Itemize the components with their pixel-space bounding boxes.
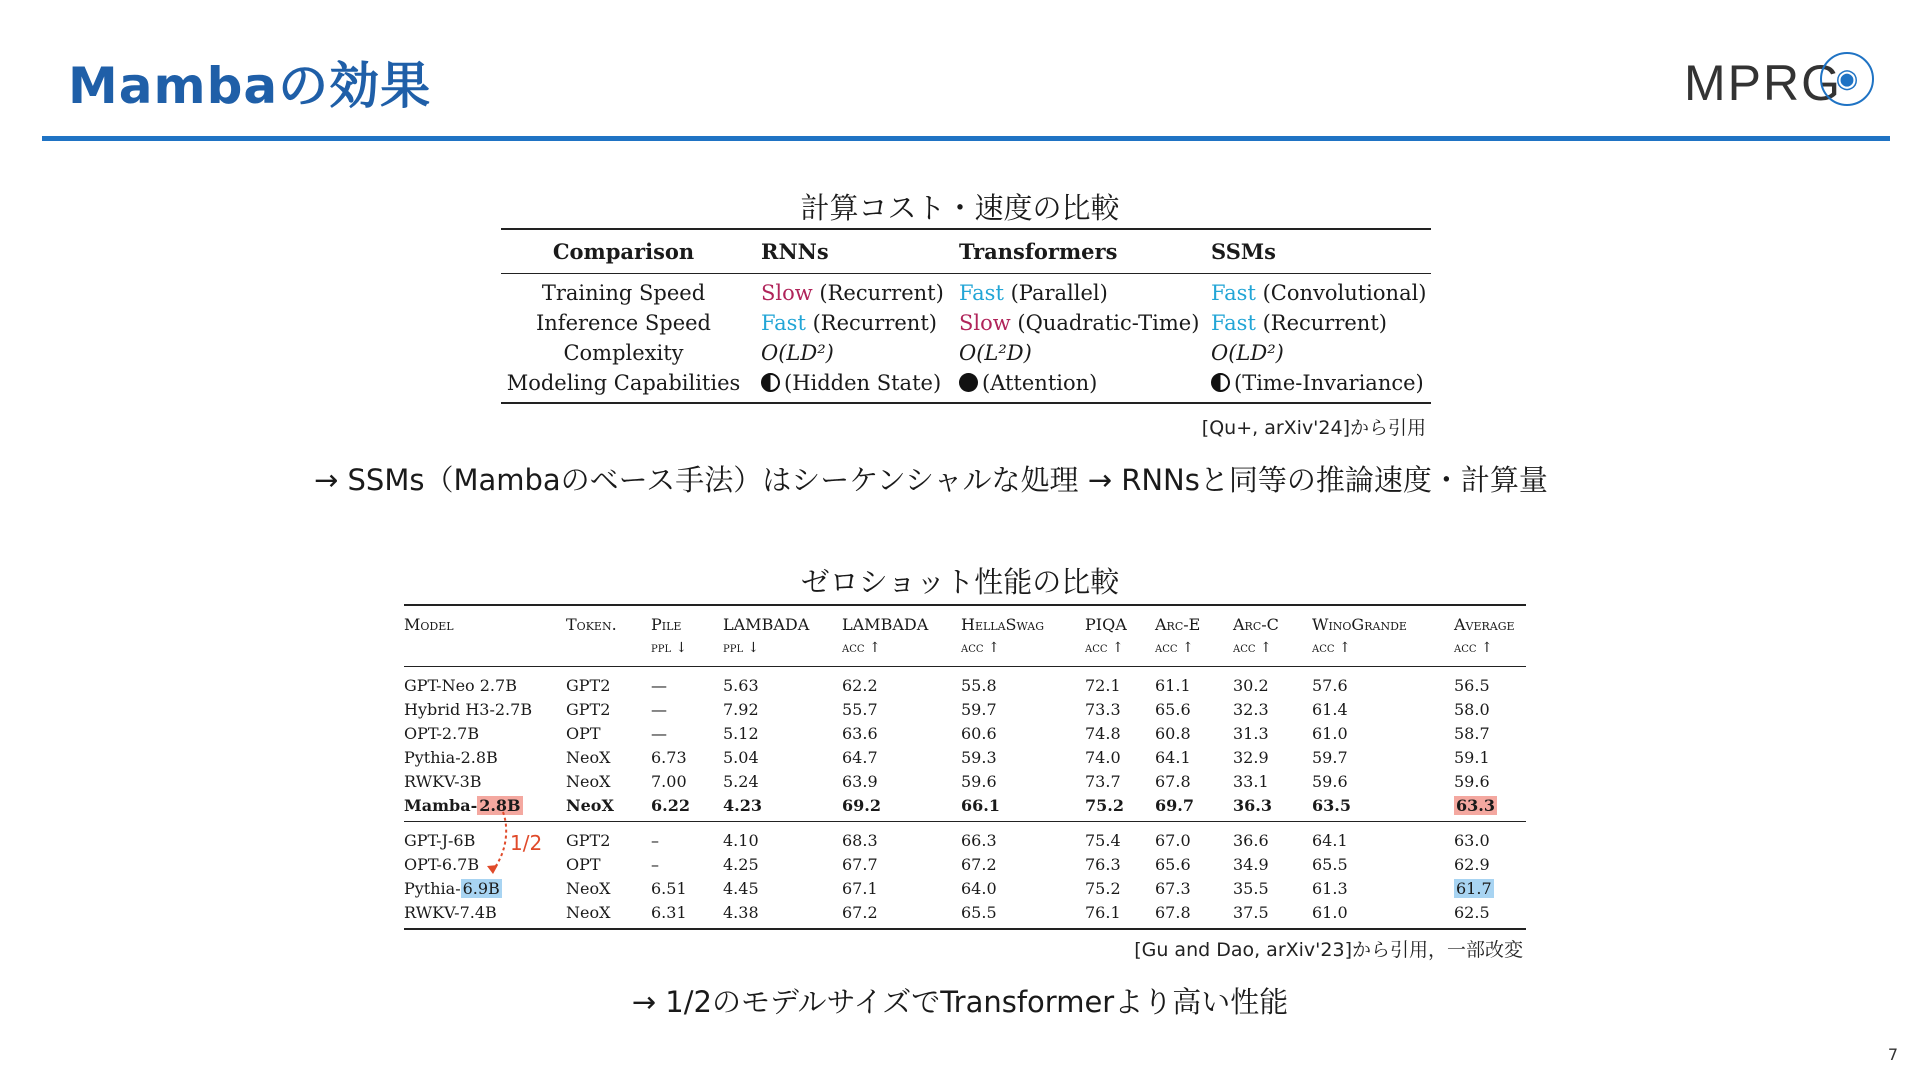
table-cell: 31.3 bbox=[1233, 723, 1269, 743]
cell bbox=[1211, 281, 1431, 305]
table-cell: 67.3 bbox=[1155, 878, 1191, 898]
header-cell: Pile bbox=[651, 614, 682, 634]
fast-word: Fast bbox=[761, 311, 806, 335]
table-cell: 36.6 bbox=[1233, 830, 1269, 850]
table-cell: 65.6 bbox=[1155, 699, 1191, 719]
cell-text: (Recurrent) bbox=[805, 311, 937, 335]
table-cell: 67.1 bbox=[842, 878, 878, 898]
table-cell: 73.7 bbox=[1085, 771, 1121, 791]
model-name: GPT-J-6B bbox=[404, 830, 476, 850]
fast-word: Fast bbox=[959, 281, 1004, 305]
cell-text: (Parallel) bbox=[1003, 281, 1108, 305]
cell-text: (Convolutional) bbox=[1255, 281, 1427, 305]
page-number: 7 bbox=[1887, 1045, 1898, 1064]
table-cell: 67.8 bbox=[1155, 902, 1191, 922]
table-cell: 6.22 bbox=[651, 795, 690, 815]
header-comparison: Comparison bbox=[552, 239, 695, 264]
header-sub-cell: acc ↑ bbox=[1085, 640, 1124, 656]
table-cell: 56.5 bbox=[1454, 675, 1490, 695]
table-cell: — bbox=[651, 675, 667, 695]
table-cell: NeoX bbox=[566, 747, 611, 767]
fast-word: Fast bbox=[1211, 281, 1256, 305]
table-cell: 4.38 bbox=[723, 902, 759, 922]
table-cell: 59.6 bbox=[1312, 771, 1348, 791]
header-cell: HellaSwag bbox=[961, 614, 1044, 634]
fast-word: Fast bbox=[1211, 311, 1256, 335]
table-cell: 64.1 bbox=[1155, 747, 1191, 767]
cell bbox=[746, 311, 959, 335]
model-name: OPT-6.7B bbox=[404, 854, 480, 874]
table-cell: NeoX bbox=[566, 902, 611, 922]
table-cell: 74.0 bbox=[1085, 747, 1121, 767]
table-group-small bbox=[404, 667, 1526, 821]
table-row bbox=[404, 697, 1526, 721]
table-cell: 5.24 bbox=[723, 771, 759, 791]
table-cell: 59.3 bbox=[961, 747, 997, 767]
table-cell: OPT bbox=[566, 723, 601, 743]
table-row bbox=[501, 308, 1431, 338]
table-cell: 5.04 bbox=[723, 747, 759, 767]
table-cell: 61.0 bbox=[1312, 902, 1348, 922]
table-cell: 67.8 bbox=[1155, 771, 1191, 791]
table-cell: – bbox=[651, 830, 659, 850]
table-cell: 4.25 bbox=[723, 854, 759, 874]
cell-text: (Hidden State) bbox=[784, 371, 942, 395]
table-cell: 30.2 bbox=[1233, 675, 1269, 695]
table-cell: NeoX bbox=[566, 878, 611, 898]
cell-text: (Time-Invariance) bbox=[1234, 371, 1424, 395]
table-cell: – bbox=[651, 854, 659, 874]
table-cell: 37.5 bbox=[1233, 902, 1269, 922]
table-cell: 55.7 bbox=[842, 699, 878, 719]
table-cell: 6.51 bbox=[651, 878, 687, 898]
half-size-label: 1/2 bbox=[510, 831, 543, 855]
table-row bbox=[404, 852, 1526, 876]
cell: O(LD²) bbox=[761, 341, 834, 365]
half-circle-icon bbox=[761, 373, 780, 392]
table-cell: 65.6 bbox=[1155, 854, 1191, 874]
table-cell: 63.0 bbox=[1454, 830, 1490, 850]
table-row bbox=[501, 368, 1431, 398]
cell: O(L²D) bbox=[959, 341, 1032, 365]
table-group-large bbox=[404, 821, 1526, 928]
cell bbox=[959, 371, 1211, 395]
cell-text: (Quadratic-Time) bbox=[1010, 311, 1200, 335]
header-cell: LAMBADA bbox=[723, 614, 810, 634]
cell bbox=[1211, 311, 1431, 335]
comparison-table bbox=[501, 228, 1431, 404]
cell-text: (Attention) bbox=[982, 371, 1098, 395]
row-label: Complexity bbox=[563, 341, 684, 365]
table-cell: GPT2 bbox=[566, 675, 611, 695]
table-cell: 67.2 bbox=[961, 854, 997, 874]
table-cell: 65.5 bbox=[961, 902, 997, 922]
mprg-logo bbox=[1684, 50, 1880, 110]
header-sub-cell: acc ↑ bbox=[1312, 640, 1351, 656]
average-cell bbox=[1454, 796, 1526, 815]
table-cell: 32.3 bbox=[1233, 699, 1269, 719]
model-size-highlight: 2.8B bbox=[479, 795, 521, 815]
table-cell: 62.2 bbox=[842, 675, 878, 695]
zero-shot-table bbox=[404, 604, 1526, 930]
table-cell: 75.4 bbox=[1085, 830, 1121, 850]
table-cell: 60.6 bbox=[961, 723, 997, 743]
header-sub-cell: acc ↑ bbox=[1155, 640, 1194, 656]
model-prefix: Mamba- bbox=[404, 795, 478, 815]
row-label: Inference Speed bbox=[535, 311, 711, 335]
table-cell: 72.1 bbox=[1085, 675, 1121, 695]
table-cell: 69.7 bbox=[1155, 795, 1194, 815]
table-cell: 34.9 bbox=[1233, 854, 1269, 874]
table-row bbox=[404, 721, 1526, 745]
table-cell: 6.31 bbox=[651, 902, 687, 922]
table-cell: 55.8 bbox=[961, 675, 997, 695]
table-cell: 4.23 bbox=[723, 795, 762, 815]
table-cell: 67.0 bbox=[1155, 830, 1191, 850]
cell bbox=[959, 281, 1211, 305]
table-cell: 35.5 bbox=[1233, 878, 1269, 898]
citation-2: [Gu and Dao, arXiv'23]から引用，一部改変 bbox=[1134, 939, 1523, 961]
table-cell: 64.1 bbox=[1312, 830, 1348, 850]
table-cell: NeoX bbox=[566, 771, 611, 791]
table-cell: 60.8 bbox=[1155, 723, 1191, 743]
table-cell: 7.92 bbox=[723, 699, 759, 719]
header-cell: PIQA bbox=[1085, 614, 1127, 634]
table-cell: 61.3 bbox=[1312, 878, 1348, 898]
table-cell: 65.5 bbox=[1312, 854, 1348, 874]
table-cell: 4.45 bbox=[723, 878, 759, 898]
table-row bbox=[404, 828, 1526, 852]
table-cell: 62.5 bbox=[1454, 902, 1490, 922]
cell bbox=[746, 281, 959, 305]
model-name bbox=[404, 879, 566, 898]
header-cell: Model bbox=[404, 614, 454, 634]
table-cell: 73.3 bbox=[1085, 699, 1121, 719]
table-cell: 32.9 bbox=[1233, 747, 1269, 767]
cell bbox=[746, 371, 959, 395]
table-row bbox=[501, 278, 1431, 308]
row-label: Training Speed bbox=[541, 281, 706, 305]
table-cell: 76.3 bbox=[1085, 854, 1121, 874]
table-cell: 68.3 bbox=[842, 830, 878, 850]
table-cell: — bbox=[651, 699, 667, 719]
table-cell: 63.5 bbox=[1312, 795, 1351, 815]
header-rnns: RNNs bbox=[761, 239, 829, 264]
model-name: OPT-2.7B bbox=[404, 723, 480, 743]
table-cell: 4.10 bbox=[723, 830, 759, 850]
table-cell: 36.3 bbox=[1233, 795, 1272, 815]
average-highlight: 61.7 bbox=[1456, 878, 1492, 898]
table-row bbox=[501, 338, 1431, 368]
table-cell: GPT2 bbox=[566, 830, 611, 850]
table-cell: 58.0 bbox=[1454, 699, 1490, 719]
table-cell: OPT bbox=[566, 854, 601, 874]
table-row bbox=[404, 745, 1526, 769]
table-cell: 59.7 bbox=[1312, 747, 1348, 767]
average-cell bbox=[1454, 879, 1526, 898]
table-cell: 75.2 bbox=[1085, 795, 1124, 815]
table-cell: GPT2 bbox=[566, 699, 611, 719]
table-cell: 67.2 bbox=[842, 902, 878, 922]
title-rule bbox=[42, 136, 1890, 141]
table-row bbox=[404, 673, 1526, 697]
header-ssms: SSMs bbox=[1211, 239, 1276, 264]
cell-text: (Recurrent) bbox=[1255, 311, 1387, 335]
row-label: Modeling Capabilities bbox=[506, 371, 741, 395]
cell bbox=[959, 311, 1211, 335]
slow-word: Slow bbox=[959, 311, 1011, 335]
table-cell: 59.6 bbox=[961, 771, 997, 791]
header-sub-cell: acc ↑ bbox=[1233, 640, 1272, 656]
table-cell: 59.6 bbox=[1454, 771, 1490, 791]
conclusion-2: → 1/2のモデルサイズでTransformerより高い性能 bbox=[631, 985, 1289, 1019]
table-cell: — bbox=[651, 723, 667, 743]
table-cell: 67.7 bbox=[842, 854, 878, 874]
model-size-highlight: 6.9B bbox=[462, 878, 500, 898]
conclusion-1: → SSMs（Mambaのベース手法）はシーケンシャルな処理 → RNNsと同等の推論速度・計算量 bbox=[314, 463, 1548, 497]
zero-shot-table-header bbox=[404, 606, 1526, 667]
table-cell: 66.3 bbox=[961, 830, 997, 850]
table-row bbox=[404, 900, 1526, 924]
table-cell: 74.8 bbox=[1085, 723, 1121, 743]
header-cell: Average bbox=[1454, 614, 1515, 634]
table-row bbox=[404, 793, 1526, 817]
university-seal-icon: ◉ bbox=[1820, 52, 1874, 106]
cell-text: (Recurrent) bbox=[812, 281, 944, 305]
cell bbox=[1211, 371, 1431, 395]
header-transformers: Transformers bbox=[959, 239, 1118, 264]
table-cell: 66.1 bbox=[961, 795, 1000, 815]
header-cell: WinoGrande bbox=[1312, 614, 1407, 634]
table-cell: 69.2 bbox=[842, 795, 881, 815]
model-name: Pythia-2.8B bbox=[404, 747, 498, 767]
logo-text: MPRG bbox=[1684, 55, 1842, 111]
header-sub-cell: acc ↑ bbox=[842, 640, 881, 656]
table-cell: 7.00 bbox=[651, 771, 687, 791]
table-cell: 33.1 bbox=[1233, 771, 1269, 791]
table-cell: 6.73 bbox=[651, 747, 687, 767]
header-cell: Arc-E bbox=[1155, 614, 1201, 634]
table-cell: 59.7 bbox=[961, 699, 997, 719]
model-prefix: Pythia- bbox=[404, 878, 461, 898]
table-cell: 58.7 bbox=[1454, 723, 1490, 743]
table-cell: 61.4 bbox=[1312, 699, 1348, 719]
model-name: GPT-Neo 2.7B bbox=[404, 675, 517, 695]
table-cell: 75.2 bbox=[1085, 878, 1121, 898]
table-cell: 61.1 bbox=[1155, 675, 1191, 695]
table2-caption: ゼロショット性能の比較 bbox=[800, 565, 1120, 599]
table-cell: 5.12 bbox=[723, 723, 759, 743]
table-cell: 61.0 bbox=[1312, 723, 1348, 743]
header-sub-cell: ppl ↓ bbox=[651, 640, 688, 656]
table-row bbox=[404, 769, 1526, 793]
header-cell: LAMBADA bbox=[842, 614, 929, 634]
header-cell: Token. bbox=[566, 614, 617, 634]
table-cell: 57.6 bbox=[1312, 675, 1348, 695]
table-cell: 76.1 bbox=[1085, 902, 1121, 922]
header-sub-cell: acc ↑ bbox=[961, 640, 1000, 656]
table-cell: NeoX bbox=[566, 795, 614, 815]
table-cell: 59.1 bbox=[1454, 747, 1490, 767]
slow-word: Slow bbox=[761, 281, 813, 305]
slide-title: Mambaの効果 bbox=[68, 57, 432, 115]
table-cell: 5.63 bbox=[723, 675, 759, 695]
table-row bbox=[404, 876, 1526, 900]
header-sub-cell: ppl ↓ bbox=[723, 640, 760, 656]
table-cell: 62.9 bbox=[1454, 854, 1490, 874]
model-name: Hybrid H3-2.7B bbox=[404, 699, 533, 719]
table-cell: 63.9 bbox=[842, 771, 878, 791]
table-cell: 64.0 bbox=[961, 878, 997, 898]
header-cell: Arc-C bbox=[1233, 614, 1279, 634]
full-circle-icon bbox=[959, 373, 978, 392]
model-name: RWKV-3B bbox=[404, 771, 482, 791]
cell: O(LD²) bbox=[1211, 341, 1284, 365]
table-cell: 64.7 bbox=[842, 747, 878, 767]
header-sub-cell: acc ↑ bbox=[1454, 640, 1493, 656]
average-highlight: 63.3 bbox=[1456, 795, 1495, 815]
citation-1: [Qu+, arXiv'24]から引用 bbox=[1201, 417, 1426, 439]
comparison-table-header bbox=[501, 230, 1431, 274]
table1-caption: 計算コスト・速度の比較 bbox=[800, 191, 1120, 225]
model-name: RWKV-7.4B bbox=[404, 902, 497, 922]
half-circle-icon bbox=[1211, 373, 1230, 392]
table-cell: 63.6 bbox=[842, 723, 878, 743]
